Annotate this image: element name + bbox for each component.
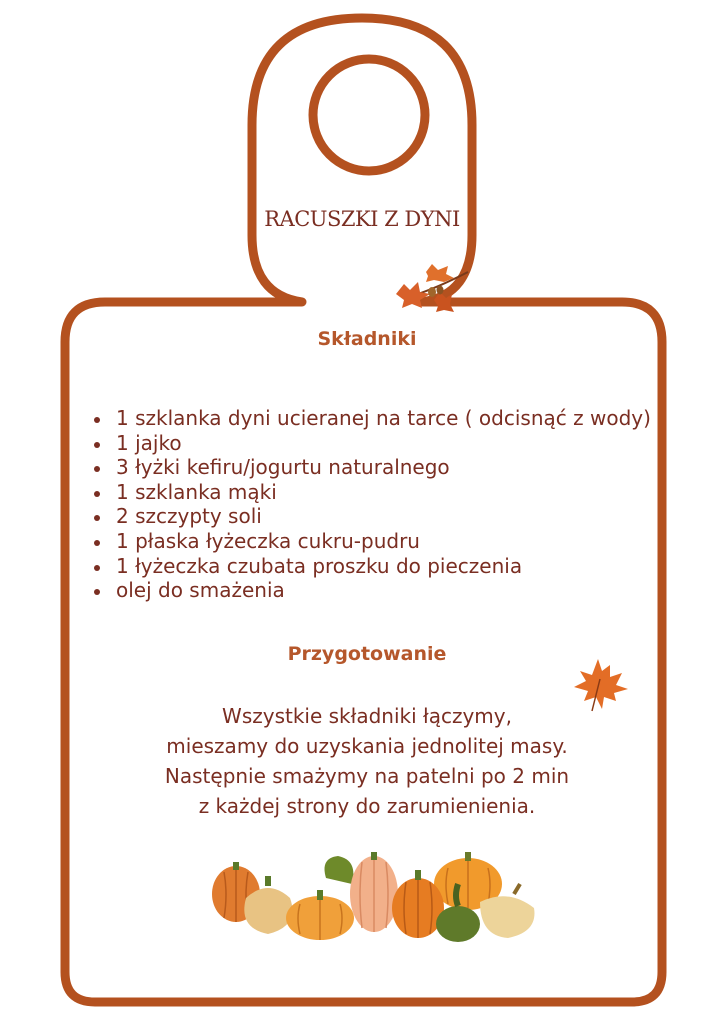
list-item: 3 łyżki kefiru/jogurtu naturalnego xyxy=(116,455,651,480)
preparation-line: z każdej strony do zarumienienia. xyxy=(198,794,536,818)
preparation-line: Następnie smażymy na patelni po 2 min xyxy=(164,764,570,788)
list-item: 1 jajko xyxy=(116,431,651,456)
ingredients-heading: Składniki xyxy=(317,328,417,350)
list-item: olej do smażenia xyxy=(116,578,651,603)
preparation-text xyxy=(0,701,724,821)
list-item: 1 łyżeczka czubata proszku do pieczenia xyxy=(116,554,651,579)
autumn-leaves-icon xyxy=(392,260,472,316)
pumpkins-illustration xyxy=(208,848,544,944)
preparation-heading: Przygotowanie xyxy=(287,643,447,665)
preparation-line: Wszystkie składniki łączymy, xyxy=(222,704,512,728)
list-item: 1 szklanka dyni ucieranej na tarce ( odcisnąć z wody) xyxy=(116,406,651,430)
list-item: 1 szklanka mąki xyxy=(116,480,651,505)
ingredients-list xyxy=(116,406,651,603)
list-item: 1 płaska łyżeczka cukru-pudru xyxy=(116,529,651,554)
recipe-title: RACUSZKI Z DYNI xyxy=(264,207,460,231)
preparation-line: mieszamy do uzyskania jednolitej masy. xyxy=(166,734,568,758)
list-item: 2 szczypty soli xyxy=(116,504,651,529)
